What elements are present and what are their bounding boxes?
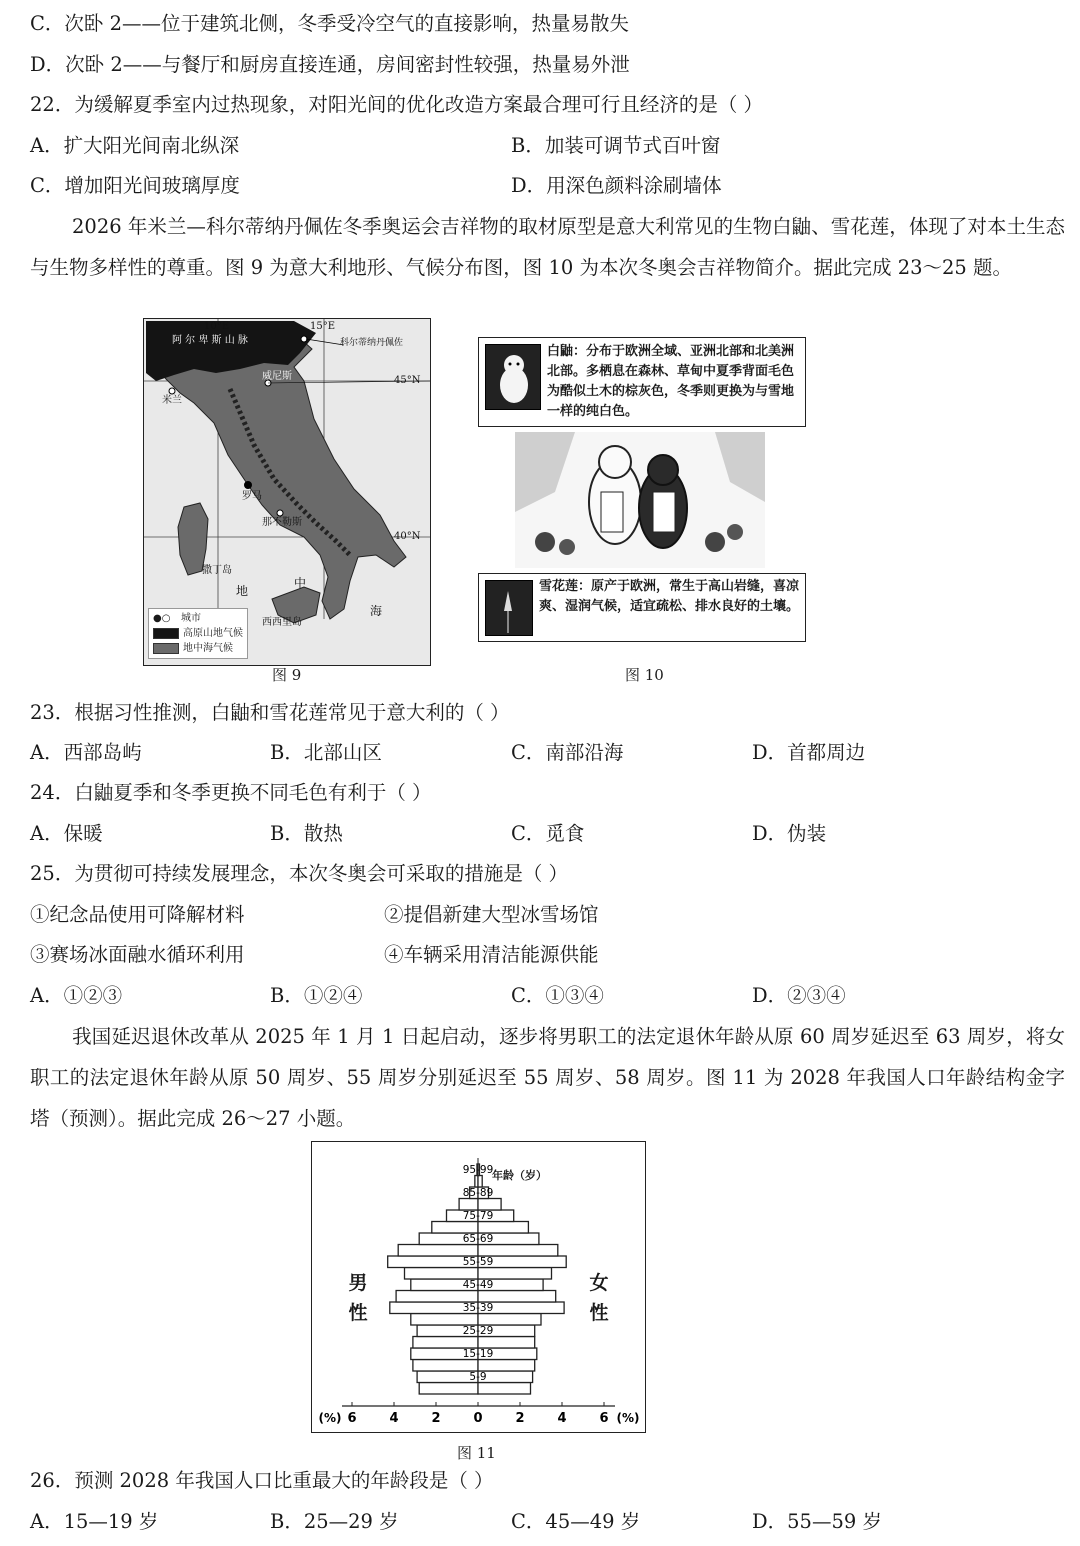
ermine-info-box <box>478 337 806 427</box>
label-sea-2: 中 <box>294 576 307 590</box>
male-bar-60-64 <box>398 1245 478 1257</box>
snowdrop-photo <box>485 580 533 636</box>
cortina-leader <box>306 339 344 345</box>
x-tick-label-0: 6 <box>347 1411 357 1426</box>
q25-option-d: D．②③④ <box>752 984 846 1007</box>
label-sardinia: 撒丁岛 <box>202 565 232 576</box>
q25-statement-1: ①纪念品使用可降解材料 <box>30 903 245 926</box>
female-bar-30-34 <box>478 1314 541 1326</box>
age-label-75-79: 75-79 <box>462 1210 494 1222</box>
passage-olympics <box>30 206 1065 288</box>
snowdrop-info-box <box>478 573 806 642</box>
male-bar-80-84 <box>459 1199 478 1211</box>
q25-statement-2: ②提倡新建大型冰雪场馆 <box>384 903 599 926</box>
q26-option-b: B．25—29 岁 <box>270 1510 399 1533</box>
label-naples: 那不勒斯 <box>262 517 302 528</box>
male-bar-0-4 <box>419 1383 478 1395</box>
x-tick-label-4: 2 <box>515 1411 525 1426</box>
q21-option-d: D．次卧 2——与餐厅和厨房直接连通，房间密封性较强，热量易外泄 <box>30 53 630 76</box>
milan-marker <box>169 388 175 394</box>
female-bar-0-4 <box>478 1383 531 1395</box>
age-label-45-49: 45-49 <box>462 1279 494 1291</box>
label-sicily: 西西里岛 <box>262 617 302 628</box>
q23-option-b: B．北部山区 <box>270 741 382 764</box>
q22-stem: 22．为缓解夏季室内过热现象，对阳光间的优化改造方案最合理可行且经济的是（ ） <box>30 93 764 116</box>
female-label: 女 性 <box>589 1272 609 1324</box>
fig9-caption: 图 9 <box>272 666 302 684</box>
age-label-55-59: 55-59 <box>462 1256 494 1268</box>
q24-option-a: A．保暖 <box>30 822 103 845</box>
female-bar-70-74 <box>478 1222 528 1234</box>
male-label: 男 性 <box>348 1272 368 1324</box>
passage-retirement <box>30 1016 1065 1139</box>
x-tick-label-6: 6 <box>599 1411 609 1426</box>
rome-marker <box>245 482 252 489</box>
naples-marker <box>277 510 283 516</box>
q26-option-c: C．45—49 岁 <box>511 1510 641 1533</box>
population-pyramid-chart <box>311 1141 646 1433</box>
label-rome: 罗马 <box>242 491 262 502</box>
x-tick-label-1: 4 <box>389 1411 399 1426</box>
q25-stem: 25．为贯彻可持续发展理念，本次冬奥会可采取的措施是（ ） <box>30 862 569 885</box>
age-axis-label: 年龄（岁） <box>492 1169 547 1182</box>
mascot-illustration <box>515 432 765 568</box>
age-label-25-29: 25-29 <box>462 1325 494 1337</box>
female-bar-40-44 <box>478 1291 556 1303</box>
female-bar-20-24 <box>478 1337 535 1349</box>
q26-option-a: A．15—19 岁 <box>30 1510 159 1533</box>
legend-city: ●○ 城市 <box>153 613 201 624</box>
passage-retirement-text: 我国延迟退休改革从 2025 年 1 月 1 日起启动，逐步将男职工的法定退休年龄从原 60 周岁延迟至 63 周岁，将女职工的法定退休年龄从原 50 周岁、55 周岁分别延迟至 55 周岁、58 周岁。图 11 为 2028 年我国人口年龄结构金字塔（预测）。据此完成 26～27 小题。 <box>30 1025 1065 1130</box>
q25-statement-3: ③赛场冰面融水循环利用 <box>30 943 245 966</box>
age-label-85-89: 85-89 <box>462 1187 494 1199</box>
male-bar-40-44 <box>396 1291 478 1303</box>
snowdrop-description: 雪花莲：原产于欧洲，常生于高山岩缝，喜凉爽、湿润气候，适宜疏松、排水良好的土壤。 <box>539 579 800 614</box>
q25-option-c: C．①③④ <box>511 984 604 1007</box>
x-unit-right: (%) <box>616 1411 640 1425</box>
label-15e: 15°E <box>310 321 336 332</box>
female-bar-10-14 <box>478 1360 535 1372</box>
q25-option-b: B．①②④ <box>270 984 363 1007</box>
q22-option-d: D．用深色颜料涂刷墙体 <box>511 174 722 197</box>
male-bar-50-54 <box>405 1268 479 1280</box>
fig10-caption: 图 10 <box>625 666 664 684</box>
q22-option-b: B．加装可调节式百叶窗 <box>511 134 721 157</box>
q23-stem: 23．根据习性推测，白鼬和雪花莲常见于意大利的（ ） <box>30 701 510 724</box>
age-label-65-69: 65-69 <box>462 1233 494 1245</box>
age-label-5-9: 5-9 <box>469 1371 487 1383</box>
q23-option-a: A．西部岛屿 <box>30 741 142 764</box>
q22-option-c: C．增加阳光间玻璃厚度 <box>30 174 240 197</box>
fig11-caption: 图 11 <box>457 1444 496 1462</box>
x-tick-label-3: 0 <box>473 1411 483 1426</box>
label-40n: 40°N <box>394 531 421 542</box>
label-milan: 米兰 <box>162 395 182 406</box>
female-bar-80-84 <box>478 1199 501 1211</box>
q26-stem: 26．预测 2028 年我国人口比重最大的年龄段是（ ） <box>30 1469 494 1492</box>
map-legend <box>148 608 248 659</box>
x-tick-label-2: 2 <box>431 1411 441 1426</box>
label-sea-3: 海 <box>370 604 383 618</box>
q24-option-d: D．伪装 <box>752 822 827 845</box>
age-label-95-99: 95-99 <box>462 1164 494 1176</box>
label-alps: 阿 尔 卑 斯 山 脉 <box>172 335 248 346</box>
q24-stem: 24．白鼬夏季和冬季更换不同毛色有利于（ ） <box>30 781 432 804</box>
label-cortina: 科尔蒂纳丹佩佐 <box>340 338 404 348</box>
x-tick-label-5: 4 <box>557 1411 567 1426</box>
ermine-description: 白鼬：分布于欧洲全域、亚洲北部和北美洲北部。多栖息在森林、草甸中夏季背面毛色为酷似土木的棕灰色，冬季则更换为与雪地一样的纯白色。 <box>547 344 795 419</box>
male-bar-10-14 <box>413 1360 478 1372</box>
q23-option-c: C．南部沿海 <box>511 741 624 764</box>
male-bar-20-24 <box>413 1337 478 1349</box>
label-45n: 45°N <box>394 375 421 386</box>
legend-med: 地中海气候 <box>153 641 243 656</box>
q24-option-b: B．散热 <box>270 822 343 845</box>
male-bar-30-34 <box>411 1314 478 1326</box>
q23-option-d: D．首都周边 <box>752 741 866 764</box>
q22-option-a: A．扩大阳光间南北纵深 <box>30 134 240 157</box>
q21-option-c: C．次卧 2——位于建筑北侧，冬季受冷空气的直接影响，热量易散失 <box>30 12 630 35</box>
q25-statement-4: ④车辆采用清洁能源供能 <box>384 943 599 966</box>
age-label-35-39: 35-39 <box>462 1302 494 1314</box>
female-bar-90-94 <box>478 1176 482 1188</box>
female-bar-50-54 <box>478 1268 552 1280</box>
ermine-photo <box>485 344 541 410</box>
label-venice: 威尼斯 <box>262 371 292 382</box>
italy-map-figure <box>143 318 431 666</box>
male-bar-70-74 <box>432 1222 478 1234</box>
q26-option-d: D．55—59 岁 <box>752 1510 882 1533</box>
q24-option-c: C．觅食 <box>511 822 585 845</box>
legend-alpine: 高原山地气候 <box>153 626 243 641</box>
q25-option-a: A．①②③ <box>30 984 123 1007</box>
x-unit-left: (%) <box>318 1411 342 1425</box>
passage-olympics-text: 2026 年米兰—科尔蒂纳丹佩佐冬季奥运会吉祥物的取材原型是意大利常见的生物白鼬、雪花莲，体现了对本土生态与生物多样性的尊重。图 9 为意大利地形、气候分布图，图 10 为本次冬奥会吉祥物简介。据此完成 23～25 题。 <box>30 215 1065 279</box>
age-label-15-19: 15-19 <box>462 1348 494 1360</box>
label-sea-1: 地 <box>236 584 249 598</box>
female-bar-60-64 <box>478 1245 558 1257</box>
label-10e: 10°E <box>204 321 230 332</box>
